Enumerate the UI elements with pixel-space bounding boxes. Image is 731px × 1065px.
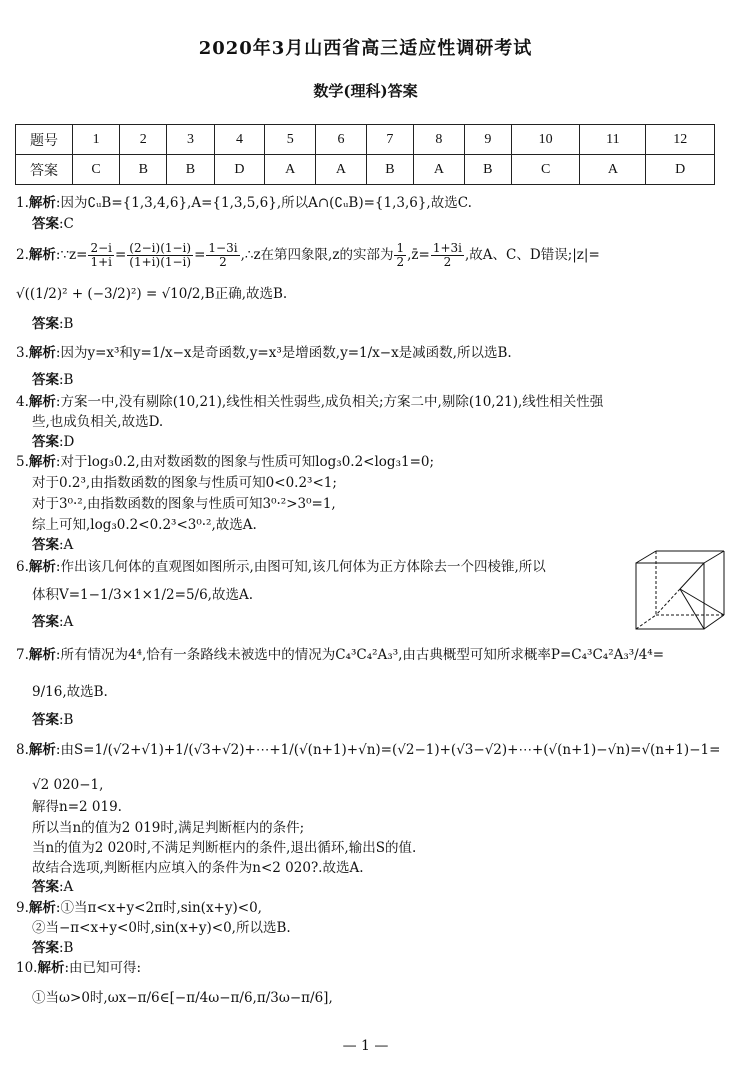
- table-cell: C: [73, 155, 120, 185]
- q9-line: ②当−π<x+y<0时,sin(x+y)<0,所以选B.: [32, 920, 291, 936]
- fraction: $\frac{1+3i}{2}$: [432, 241, 462, 269]
- table-cell: 6: [316, 125, 367, 155]
- page-number: — 1 —: [342, 1038, 389, 1054]
- table-cell: 12: [646, 125, 715, 155]
- table-cell: B: [167, 155, 214, 185]
- q8-line: 解得n=2 019.: [32, 799, 122, 815]
- table-cell: B: [464, 155, 511, 185]
- q9-answer: 答案:B: [32, 940, 74, 956]
- q8-answer: 答案:A: [32, 879, 74, 895]
- q3-answer: 答案:B: [32, 372, 74, 388]
- q5-line: 对于0.2³,由指数函数的图象与性质可知0<0.2³<1;: [32, 475, 337, 491]
- table-row-answers: [16, 155, 715, 185]
- table-cell: A: [580, 155, 646, 185]
- document-subtitle: 数学(理科)答案: [313, 82, 418, 100]
- q10-solution: 10.解析:由已知可得:: [16, 960, 142, 976]
- q8-line: 故结合选项,判断框内应填入的条件为n<2 020?.故选A.: [32, 860, 364, 876]
- q8-line: √2 020−1,: [32, 777, 104, 793]
- table-cell: A: [265, 155, 316, 185]
- table-cell: 5: [265, 125, 316, 155]
- row-label-answer: 答案: [16, 155, 73, 185]
- q2-solution: 2.解析:∵z= $\frac{2-i}{1+i}$ = $\frac{(2-i)(1-i)}{(1+i)(1-i)}$ = $\frac{1-3i}{2}$ ,∴z在第四象限,z的实部为 $\frac{1}{2}$ ,z̄= $\frac{1+3i}{2}$ ,故A、C、D错误;|z|=: [16, 241, 600, 269]
- row-label-number: 题号: [16, 125, 73, 155]
- q9-solution: 9.解析:①当π<x+y<2π时,sin(x+y)<0,: [16, 900, 262, 916]
- table-cell: 10: [511, 125, 579, 155]
- q6-answer: 答案:A: [32, 614, 74, 630]
- q2-answer: 答案:B: [32, 316, 74, 332]
- table-cell: 2: [120, 125, 167, 155]
- table-cell: 3: [167, 125, 214, 155]
- q6-solution: 6.解析:作出该几何体的直观图如图所示,由图可知,该几何体为正方体除去一个四棱锥,所以: [16, 559, 546, 575]
- table-row-numbers: [16, 125, 715, 155]
- q2-solution-cont: √((1/2)² + (−3/2)²) = √10/2,B正确,故选B.: [16, 286, 288, 302]
- answer-table: [15, 124, 715, 185]
- q5-line: 综上可知,log₃0.2<0.2³<3⁰·²,故选A.: [32, 517, 257, 533]
- q8-solution: 8.解析:由S=1/(√2+√1)+1/(√3+√2)+⋯+1/(√(n+1)+√n)=(√2−1)+(√3−√2)+⋯+(√(n+1)−√n)=√(n+1)−1=: [16, 742, 721, 758]
- table-cell: A: [316, 155, 367, 185]
- fraction: $\frac{(2-i)(1-i)}{(1+i)(1-i)}$: [129, 241, 192, 269]
- q4-solution: 4.解析:方案一中,没有剔除(10,21),线性相关性弱些,成负相关;方案二中,剔除(10,21),线性相关性强: [16, 394, 604, 410]
- table-cell: 7: [366, 125, 413, 155]
- q5-line: 对于3⁰·²,由指数函数的图象与性质可知3⁰·²>3⁰=1,: [32, 496, 336, 512]
- q4-answer: 答案:D: [32, 434, 75, 450]
- q7-solution: 7.解析:所有情况为4⁴,恰有一条路线未被选中的情况为C₄³C₄²A₃³,由古典概型可知所求概率P=C₄³C₄²A₃³/4⁴=: [16, 647, 665, 663]
- q4-solution-cont: 些,也成负相关,故选D.: [32, 414, 164, 430]
- table-cell: 9: [464, 125, 511, 155]
- q7-answer: 答案:B: [32, 712, 74, 728]
- table-cell: D: [646, 155, 715, 185]
- table-cell: 11: [580, 125, 646, 155]
- fraction: $\frac{1-3i}{2}$: [208, 241, 238, 269]
- table-cell: C: [511, 155, 579, 185]
- q5-solution: 5.解析:对于log₃0.2,由对数函数的图象与性质可知log₃0.2<log₃1=0;: [16, 454, 435, 470]
- table-cell: B: [366, 155, 413, 185]
- fraction: $\frac{2-i}{1+i}$: [90, 241, 112, 269]
- table-cell: 4: [214, 125, 265, 155]
- cube-figure: [634, 549, 726, 631]
- q5-answer: 答案:A: [32, 537, 74, 553]
- q1-answer: 答案:C: [32, 216, 74, 232]
- q3-solution: 3.解析:因为y=x³和y=1/x−x是奇函数,y=x³是增函数,y=1/x−x是减函数,所以选B.: [16, 345, 512, 361]
- q1-solution: 1.解析:因为∁ᵤB={1,3,4,6},A={1,3,5,6},所以A∩(∁ᵤB)={1,3,6},故选C.: [16, 195, 472, 211]
- document-title: 2020年3月山西省高三适应性调研考试: [198, 38, 533, 59]
- table-cell: A: [414, 155, 465, 185]
- table-cell: D: [214, 155, 265, 185]
- fraction: $\frac{1}{2}$: [396, 241, 405, 269]
- q8-line: 当n的值为2 020时,不满足判断框内的条件,退出循环,输出S的值.: [32, 840, 417, 856]
- q8-line: 所以当n的值为2 019时,满足判断框内的条件;: [32, 820, 305, 836]
- table-cell: B: [120, 155, 167, 185]
- q7-solution-cont: 9/16,故选B.: [32, 684, 108, 700]
- q6-solution-cont: 体积V=1−1/3×1×1/2=5/6,故选A.: [32, 587, 253, 603]
- table-cell: 8: [414, 125, 465, 155]
- q10-line: ①当ω>0时,ωx−π/6∈[−π/4ω−π/6,π/3ω−π/6],: [32, 990, 333, 1006]
- table-cell: 1: [73, 125, 120, 155]
